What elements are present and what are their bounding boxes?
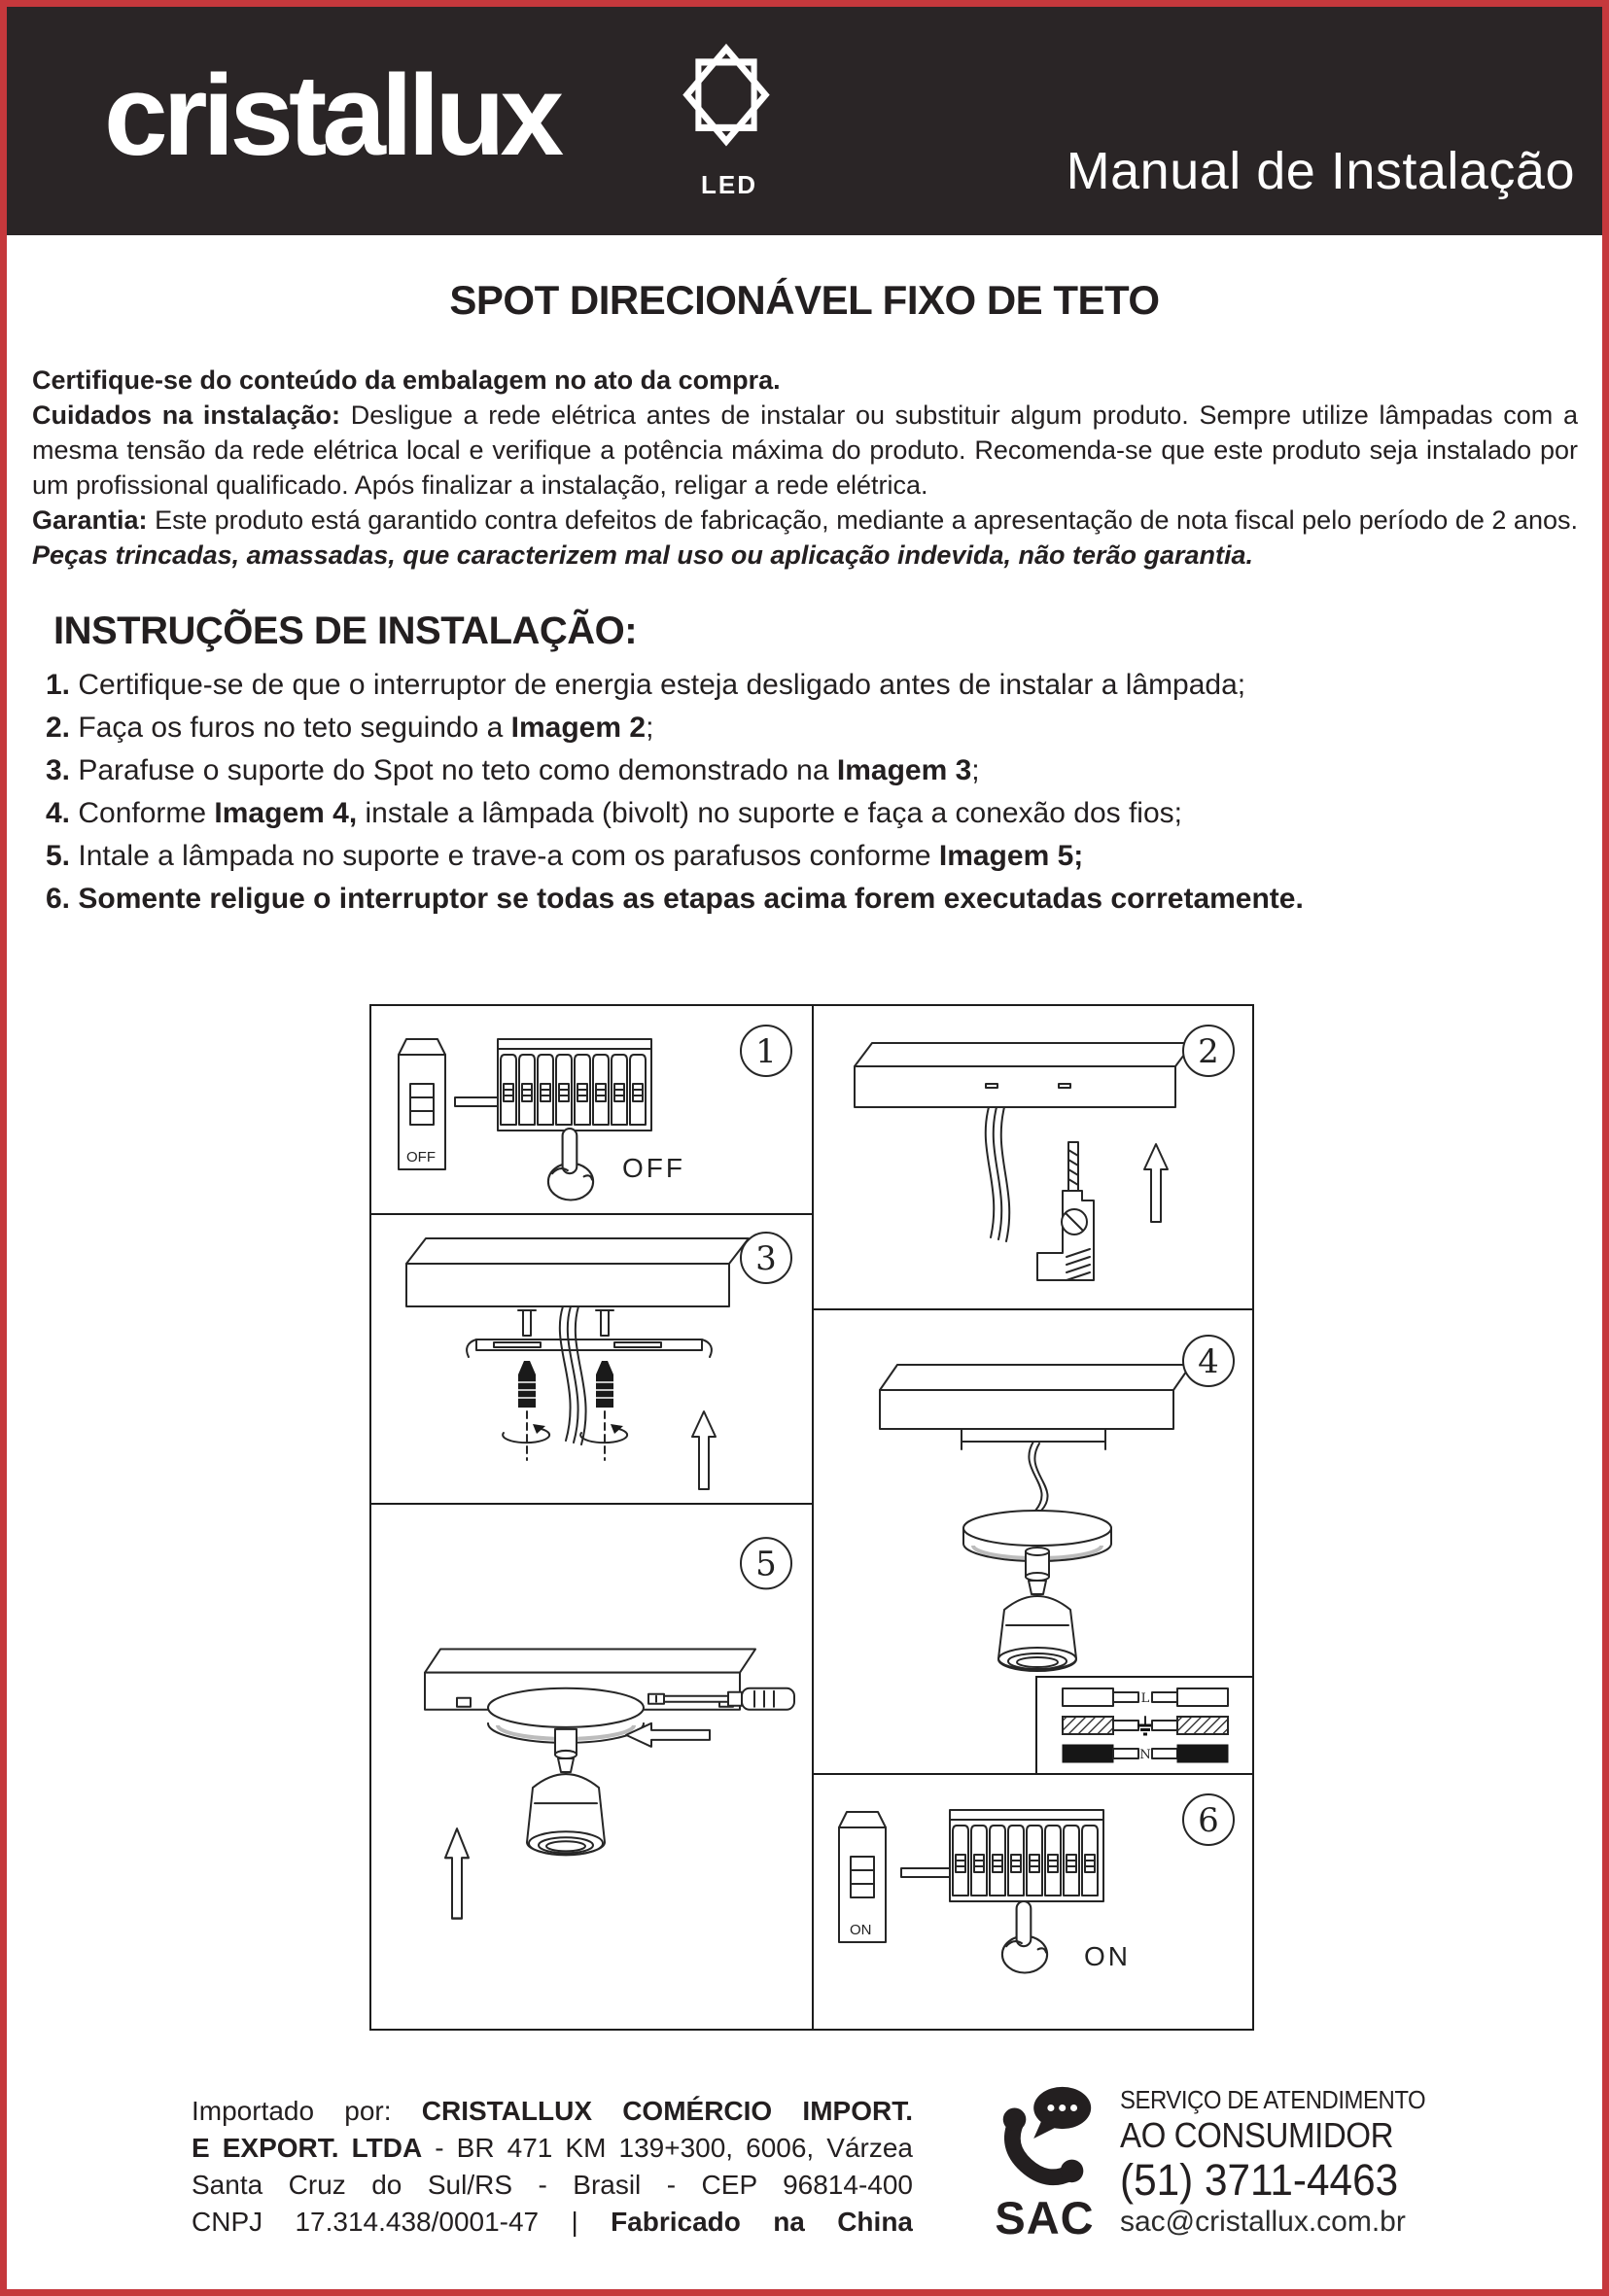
bracket-drawing [962,1429,1105,1442]
figure-grid [369,1004,1254,2031]
figure-panel-6 [814,1775,1252,2029]
notice-warranty: Garantia: Este produto está garantido contra defeitos de fabricação, mediante a apresentação de nota fiscal pelo período de 2 anos. Peças trincadas, amassadas, que caracterizem mal uso ou aplicação indevida, não terão garantia. [32,505,1578,570]
figure-panel-4 [814,1310,1252,1775]
brand-logo-text: cristallux [104,52,560,180]
brand-led-label: LED [701,170,757,199]
importer-line: E EXPORT. LTDA - BR 471 KM 139+300, 6006, Várzea [192,2133,913,2163]
screw-drawing [518,1310,613,1336]
header-bar [7,7,1602,235]
figure-panel-5 [371,1505,814,2029]
notice-care: Cuidados na instalação: Desligue a rede elétrica antes de instalar ou substituir algum produto. Sempre utilize lâmpadas com a mesma tensão da rede elétrica local e verifique a potência máxima do produto. Recomenda-se que este produto seja instalado por um profissional qualificado. Após finalizar a instalação, religar a rede elétrica. [32,400,1578,500]
star-icon [676,36,777,164]
instruction-item: 2. Faça os furos no teto seguindo a Imagem 2; [46,712,654,744]
up-arrow-icon [1144,1144,1168,1222]
sac-phone: (51) 3711-4463 [1120,2155,1399,2205]
importer-block [192,2093,913,2241]
sac-label: SAC [995,2192,1095,2244]
on-action-label: ON [1084,1941,1131,1971]
pointing-hand-icon [548,1129,593,1200]
pointing-hand-icon [1002,1901,1047,1973]
importer-line: CNPJ 17.314.438/0001-47 | Fabricado na China [192,2207,913,2237]
figure-panel-1 [371,1006,814,1215]
document-title: Manual de Instalação [1066,142,1575,200]
wire-label-neutral: N [1139,1748,1151,1762]
instructions-list [46,664,1582,921]
ground-symbol-icon [1137,1717,1153,1734]
wall-switch-off-drawing [399,1039,445,1169]
mounting-strap-drawing [467,1339,712,1357]
importer-line: Santa Cruz do Sul/RS - Brasil - CEP 96814-400 [192,2170,913,2200]
wire-label-live: L [1140,1691,1150,1706]
notice-block [32,363,1578,573]
svg-text:OFF: OFF [406,1149,436,1165]
sac-service-line1: SERVIÇO DE ATENDIMENTO [1120,2085,1426,2114]
din-rail [455,1097,500,1106]
spot-lamp-drawing [488,1688,644,1856]
wiring-diagram [1035,1676,1252,1773]
instruction-item: 1. Certifique-se de que o interruptor de energia esteja desligado antes de instalar a lâmpada; [46,669,1246,701]
instruction-item: 3. Parafuse o suporte do Spot no teto como demonstrado na Imagem 3; [46,754,980,786]
instruction-item: 6. Somente religue o interruptor se todas as etapas acima forem executadas corretamente. [46,883,1304,915]
product-title: SPOT DIRECIONÁVEL FIXO DE TETO [449,277,1160,323]
notice-intro: Certifique-se do conteúdo da embalagem no ato da compra. [32,365,781,395]
phone-icon [988,2079,1102,2194]
figure-panel-3 [371,1215,814,1505]
instruction-item: 5. Intale a lâmpada no suporte e trave-a com os parafusos conforme Imagem 5; [46,840,1084,872]
figure-panel-2 [814,1006,1252,1310]
off-action-label: OFF [622,1153,685,1183]
breaker-bank-drawing [950,1810,1103,1901]
importer-line: Importado por: CRISTALLUX COMÉRCIO IMPORT. [192,2096,913,2126]
svg-text:1: 1 [755,1032,777,1071]
anchor-screw-drawing [1037,1142,1094,1280]
din-rail [901,1868,950,1877]
ceiling-bar-drawing [855,1043,1193,1107]
svg-text:3: 3 [755,1239,777,1278]
left-arrow-icon [626,1723,710,1747]
wall-switch-on-drawing [839,1812,886,1942]
svg-text:5: 5 [755,1545,777,1584]
sac-block [979,2079,1452,2244]
svg-text:2: 2 [1198,1032,1219,1071]
sac-email: sac@cristallux.com.br [1120,2206,1406,2238]
up-arrow-icon [692,1411,716,1489]
svg-text:4: 4 [1198,1342,1219,1381]
latch-tab [457,1698,471,1707]
ceiling-bar-drawing [406,1238,749,1306]
ceiling-bar-drawing [880,1365,1191,1429]
up-arrow-icon [445,1828,469,1918]
spot-lamp-drawing [963,1511,1111,1671]
instructions-heading: INSTRUÇÕES DE INSTALAÇÃO: [53,609,638,652]
sac-service-line2: AO CONSUMIDOR [1120,2115,1394,2155]
svg-text:ON: ON [850,1922,872,1938]
instruction-item: 4. Conforme Imagem 4, instale a lâmpada (bivolt) no suporte e faça a conexão dos fios; [46,797,1182,829]
breaker-bank-drawing [498,1039,651,1131]
svg-text:6: 6 [1198,1801,1219,1840]
